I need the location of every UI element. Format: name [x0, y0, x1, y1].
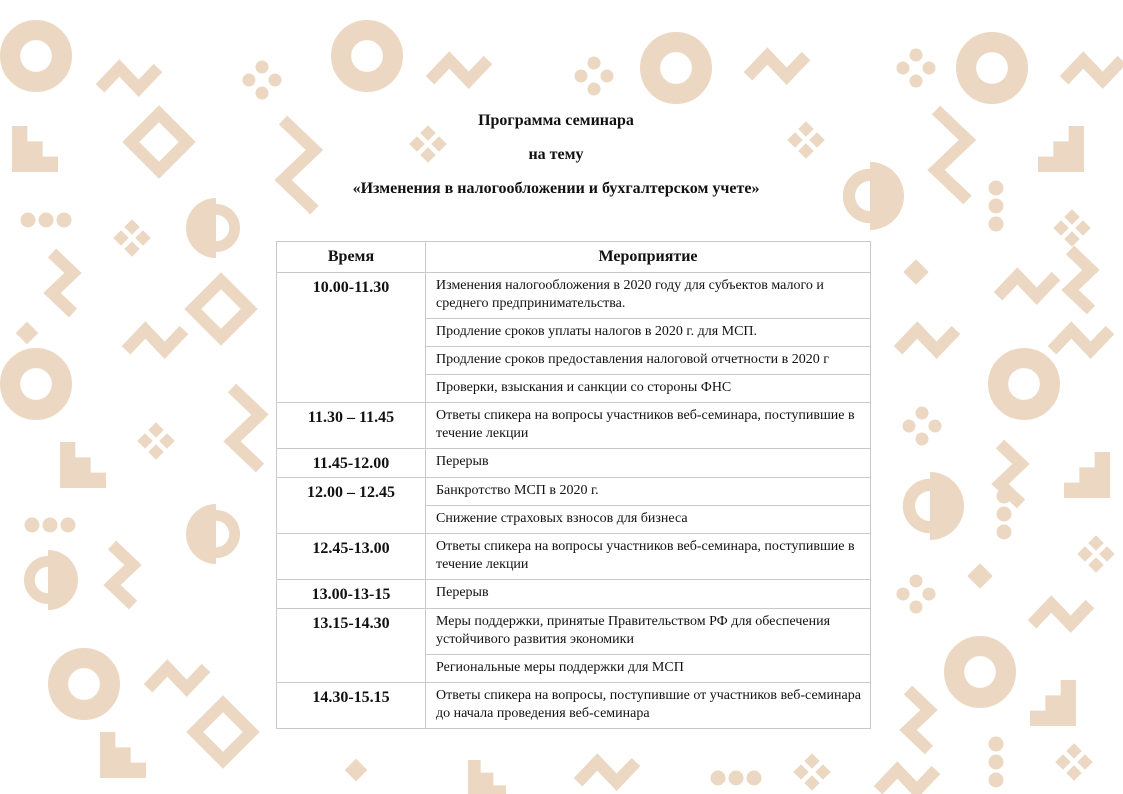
dot-shape — [903, 420, 916, 433]
dot-shape — [575, 70, 588, 83]
square-shape — [124, 241, 140, 257]
event-cell: Снижение страховых взносов для бизнеса — [426, 506, 871, 534]
dot-shape — [588, 83, 601, 96]
dot-shape — [25, 518, 40, 533]
square-shape — [903, 259, 928, 284]
diamond-shape — [193, 281, 250, 338]
dot-shape — [711, 771, 726, 786]
dot-shape — [243, 74, 256, 87]
ring-shape — [954, 646, 1006, 698]
table-row — [277, 683, 871, 729]
diamond-shape — [131, 114, 188, 171]
dot-shape — [997, 489, 1012, 504]
stairs-shape — [12, 126, 58, 172]
square-shape — [1064, 209, 1080, 225]
square-shape — [113, 230, 129, 246]
dot-shape — [897, 588, 910, 601]
zigzag-shape — [126, 330, 184, 350]
square-shape — [148, 444, 164, 460]
zigzag-shape — [148, 668, 206, 688]
zigzag-shape — [908, 690, 929, 750]
zigzag-shape — [878, 770, 936, 790]
table-row — [277, 534, 871, 580]
header-time: Время — [277, 242, 426, 273]
event-cell: Региональные меры поддержки для МСП — [426, 655, 871, 683]
square-shape — [1064, 231, 1080, 247]
zigzag-shape — [578, 762, 636, 782]
dot-shape — [997, 507, 1012, 522]
square-shape — [1099, 546, 1115, 562]
dot-shape — [989, 199, 1004, 214]
event-cell: Меры поддержки, принятые Правительством РФ для обеспечения устойчивого развития экономики — [426, 609, 871, 655]
dot-shape — [256, 87, 269, 100]
title-line-1: Программа семинара — [478, 112, 634, 129]
zigzag-shape — [936, 110, 968, 200]
schedule-table — [276, 241, 871, 729]
half-circle-shape — [870, 162, 904, 230]
zigzag-shape — [1064, 60, 1122, 80]
stairs-shape — [1038, 126, 1084, 172]
dot-shape — [989, 217, 1004, 232]
zigzag-shape — [52, 253, 73, 313]
square-shape — [159, 433, 175, 449]
dot-shape — [57, 213, 72, 228]
table-row — [277, 580, 871, 609]
table-row — [277, 609, 871, 655]
dot-shape — [21, 213, 36, 228]
dot-shape — [929, 420, 942, 433]
square-shape — [124, 219, 140, 235]
dot-shape — [910, 49, 923, 62]
dot-shape — [747, 771, 762, 786]
dot-shape — [43, 518, 58, 533]
event-cell: Перерыв — [426, 449, 871, 478]
zigzag-shape — [112, 545, 133, 605]
half-circle-shape — [930, 472, 964, 540]
header-event: Мероприятие — [426, 242, 871, 273]
dot-shape — [269, 74, 282, 87]
dot-shape — [910, 75, 923, 88]
dot-shape — [916, 433, 929, 446]
zigzag-shape — [998, 276, 1056, 296]
diamond-shape — [195, 704, 252, 761]
dot-shape — [916, 407, 929, 420]
square-shape — [135, 230, 151, 246]
table-row — [277, 403, 871, 449]
event-cell: Ответы спикера на вопросы участников веб-семинара, поступившие в течение лекции — [426, 403, 871, 449]
title-block — [276, 108, 836, 210]
dot-shape — [910, 601, 923, 614]
event-cell: Банкротство МСП в 2020 г. — [426, 478, 871, 506]
zigzag-shape — [100, 68, 158, 88]
ring-shape — [650, 42, 702, 94]
dot-shape — [989, 773, 1004, 788]
event-cell: Продление сроков предоставления налоговой отчетности в 2020 г — [426, 347, 871, 375]
square-shape — [1088, 535, 1104, 551]
square-shape — [1077, 546, 1093, 562]
square-shape — [1053, 220, 1069, 236]
stairs-shape — [60, 442, 106, 488]
ring-shape — [10, 358, 62, 410]
event-cell: Изменения налогообложения в 2020 году для субъектов малого и среднего предпринимательства. — [426, 273, 871, 319]
half-circle-shape — [48, 550, 78, 610]
ring-shape — [10, 30, 62, 82]
ring-shape — [966, 42, 1018, 94]
half-circle-shape — [186, 504, 216, 564]
time-cell: 14.30-15.15 — [277, 683, 426, 729]
square-shape — [1075, 220, 1091, 236]
dot-shape — [61, 518, 76, 533]
dot-shape — [997, 525, 1012, 540]
time-cell: 11.45-12.00 — [277, 449, 426, 478]
square-shape — [345, 759, 368, 782]
time-cell: 11.30 – 11.45 — [277, 403, 426, 449]
square-shape — [1077, 754, 1093, 770]
event-cell: Проверки, взыскания и санкции со стороны ФНС — [426, 375, 871, 403]
dot-shape — [256, 61, 269, 74]
zigzag-shape — [232, 388, 260, 468]
dot-shape — [588, 57, 601, 70]
zigzag-shape — [430, 60, 488, 80]
time-cell: 13.00-13-15 — [277, 580, 426, 609]
square-shape — [1055, 754, 1071, 770]
time-cell: 12.45-13.00 — [277, 534, 426, 580]
square-shape — [815, 764, 831, 780]
square-shape — [16, 322, 39, 345]
square-shape — [804, 753, 820, 769]
stairs-shape — [468, 760, 506, 794]
dot-shape — [729, 771, 744, 786]
ring-shape — [998, 358, 1050, 410]
square-shape — [137, 433, 153, 449]
square-shape — [804, 775, 820, 791]
event-cell: Ответы спикера на вопросы, поступившие от участников веб-семинара до начала проведения веб-семинара — [426, 683, 871, 729]
square-shape — [793, 764, 809, 780]
zigzag-shape — [898, 330, 956, 350]
dot-shape — [910, 575, 923, 588]
zigzag-shape — [1032, 604, 1090, 624]
title-line-2: на тему — [528, 146, 584, 163]
event-cell: Перерыв — [426, 580, 871, 609]
square-shape — [1066, 743, 1082, 759]
dot-shape — [989, 181, 1004, 196]
ring-shape — [58, 658, 110, 710]
dot-shape — [989, 755, 1004, 770]
square-shape — [967, 563, 992, 588]
table-row — [277, 273, 871, 319]
stairs-shape — [1064, 452, 1110, 498]
dot-shape — [989, 737, 1004, 752]
square-shape — [1066, 765, 1082, 781]
half-circle-shape — [186, 198, 216, 258]
dot-shape — [601, 70, 614, 83]
zigzag-shape — [1070, 250, 1091, 310]
stairs-shape — [1030, 680, 1076, 726]
stairs-shape — [100, 732, 146, 778]
zigzag-shape — [748, 56, 806, 76]
table-row — [277, 478, 871, 506]
time-cell: 13.15-14.30 — [277, 609, 426, 683]
dot-shape — [923, 62, 936, 75]
square-shape — [1088, 557, 1104, 573]
event-cell: Продление сроков уплаты налогов в 2020 г. для МСП. — [426, 319, 871, 347]
dot-shape — [897, 62, 910, 75]
time-cell: 12.00 – 12.45 — [277, 478, 426, 534]
time-cell: 10.00-11.30 — [277, 273, 426, 403]
ring-shape — [341, 30, 393, 82]
table-header-row — [277, 242, 871, 273]
table-row — [277, 449, 871, 478]
dot-shape — [39, 213, 54, 228]
event-cell: Ответы спикера на вопросы участников веб-семинара, поступившие в течение лекции — [426, 534, 871, 580]
square-shape — [148, 422, 164, 438]
dot-shape — [923, 588, 936, 601]
title-line-3: «Изменения в налогообложении и бухгалтерском учете» — [352, 180, 760, 197]
zigzag-shape — [1052, 330, 1110, 350]
